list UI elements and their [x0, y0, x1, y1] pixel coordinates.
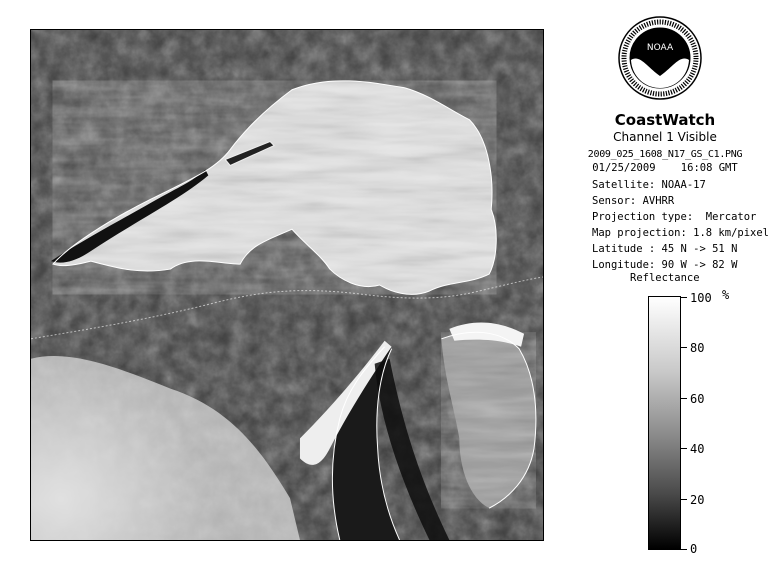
colorbar-tick-label: 100	[690, 291, 712, 305]
colorbar-tick	[681, 499, 687, 500]
brand-title: CoastWatch	[614, 111, 716, 129]
colorbar-title: Reflectance	[630, 272, 700, 284]
map-projection-info: Map projection: 1.8 km/pixel	[592, 227, 770, 239]
colorbar-tick-label: 80	[690, 341, 705, 355]
image-datetime: 01/25/2009 16:08 GMT	[592, 162, 738, 174]
channel-label: Channel 1 Visible	[613, 130, 717, 144]
colorbar-tick-label: 0	[690, 542, 698, 556]
colorbar-tick-label: 20	[690, 493, 705, 507]
satellite-image-svg	[31, 30, 543, 540]
longitude-info: Longitude: 90 W -> 82 W	[592, 259, 738, 271]
colorbar-unit: %	[722, 288, 730, 302]
satellite-info: Satellite: NOAA-17	[592, 179, 706, 191]
sensor-info: Sensor: AVHRR	[592, 195, 675, 207]
colorbar-tick	[681, 398, 687, 399]
colorbar	[648, 296, 681, 550]
image-filename: 2009_025_1608_N17_GS_C1.PNG	[587, 149, 743, 160]
colorbar-tick	[681, 347, 687, 348]
satellite-image	[30, 29, 544, 541]
colorbar-tick-label: 40	[690, 442, 705, 456]
projection-type-info: Projection type: Mercator	[592, 211, 757, 223]
colorbar-tick	[681, 297, 687, 298]
colorbar-tick	[681, 549, 687, 550]
logo-text: NOAA	[646, 43, 674, 53]
colorbar-tick-label: 60	[690, 392, 705, 406]
noaa-logo	[618, 16, 702, 100]
latitude-info: Latitude : 45 N -> 51 N	[592, 243, 738, 255]
colorbar-tick	[681, 448, 687, 449]
